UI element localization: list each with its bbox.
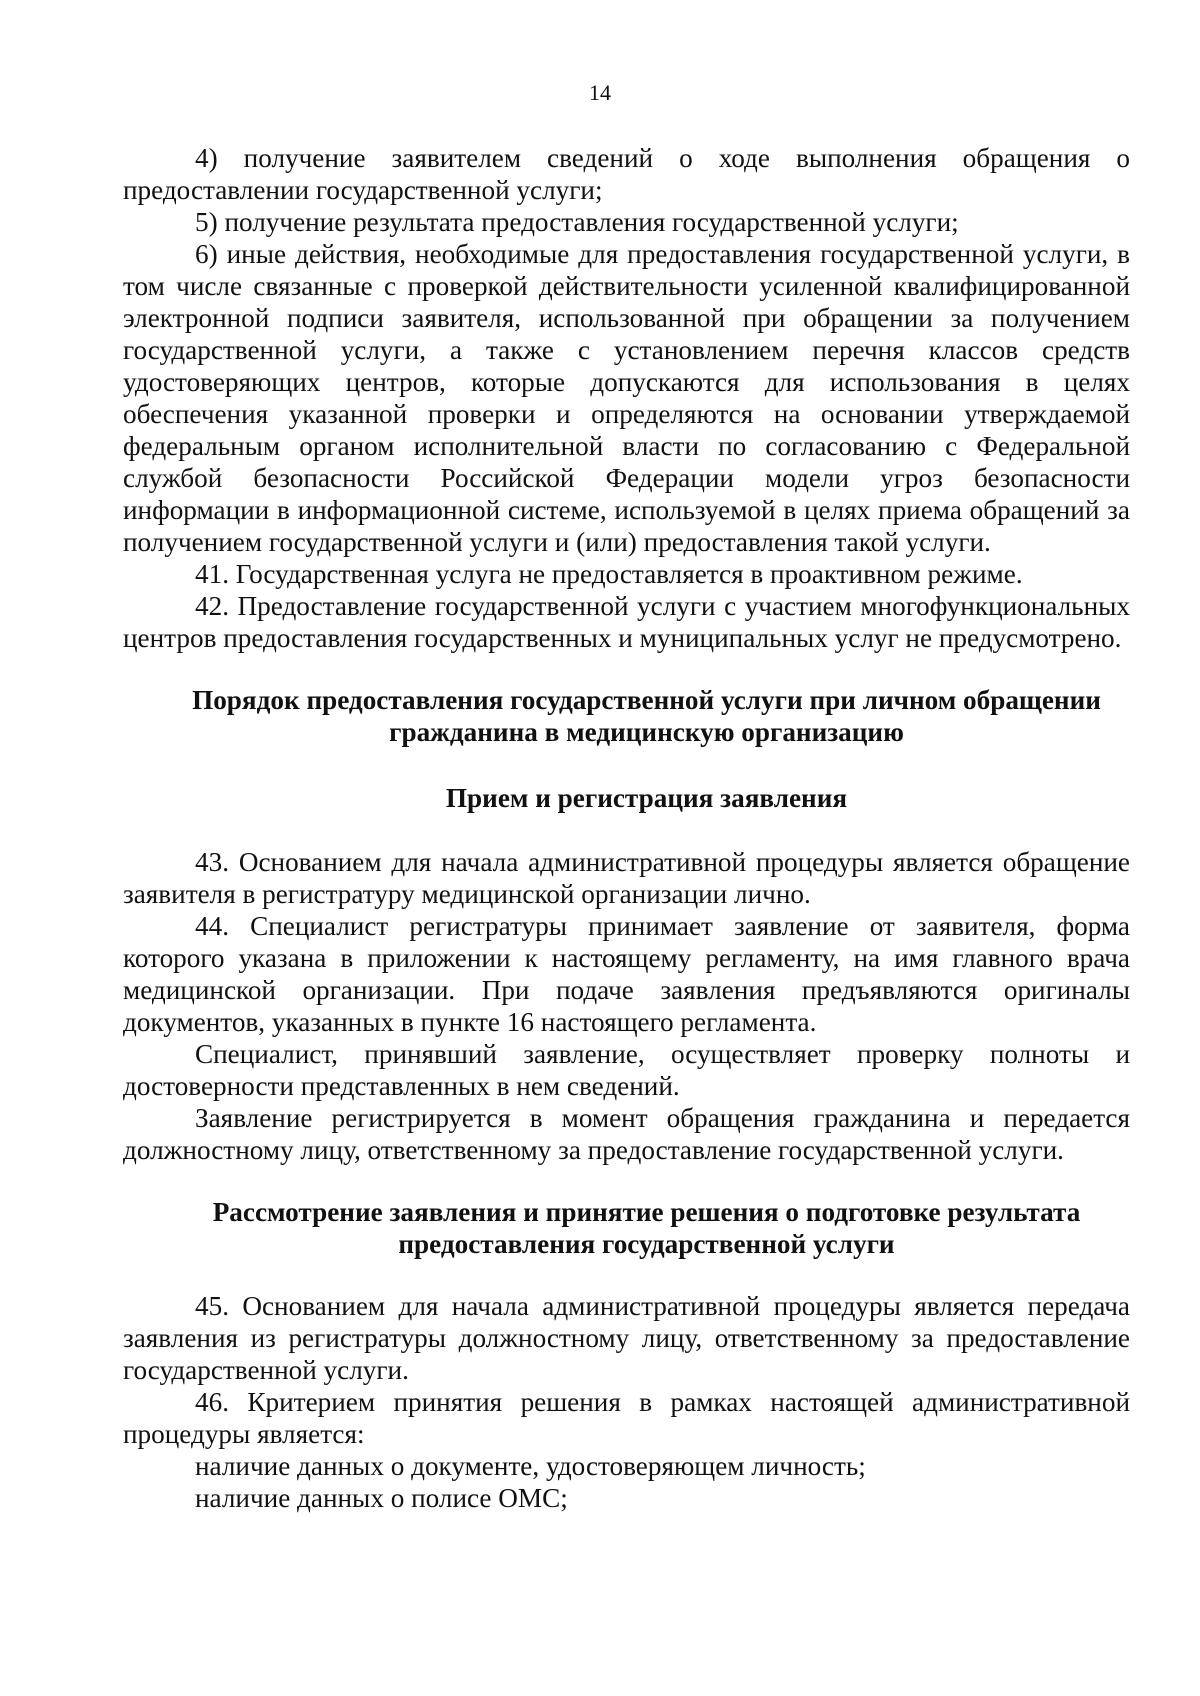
clause-46: 46. Критерием принятия решения в рамках настоящей административной процедуры является: bbox=[123, 1387, 1130, 1449]
list-item-4: 4) получение заявителем сведений о ходе выполнения обращения о предоставлении государственной услуги; bbox=[123, 143, 1130, 205]
subsection-heading-review: Рассмотрение заявления и принятие решения о подготовке результата предоставления государственной услуги bbox=[212, 1197, 1081, 1259]
list-item-5: 5) получение результата предоставления государственной услуги; bbox=[195, 207, 959, 237]
document-body bbox=[123, 142, 1130, 1514]
criterion-oms-policy: наличие данных о полисе ОМС; bbox=[195, 1483, 568, 1513]
clause-45: 45. Основанием для начала административной процедуры является передача заявления из регистратуры должностному лицу, ответственному за предоставление государственной услуги. bbox=[123, 1291, 1130, 1385]
section-heading-personal-visit: Порядок предоставления государственной услуги при личном обращении гражданина в медицинскую организацию bbox=[192, 685, 1101, 747]
clause-42: 42. Предоставление государственной услуги с участием многофункциональных центров предоставления государственных и муниципальных услуг не предусмотрено. bbox=[123, 591, 1130, 653]
paragraph-registration: Заявление регистрируется в момент обращения гражданина и передается должностному лицу, ответственному за предоставление государственной услуги. bbox=[123, 1103, 1130, 1165]
list-item-6: 6) иные действия, необходимые для предоставления государственной услуги, в том числе связанные с проверкой действительности усиленной квалифицированной электронной подписи заявителя, использованной при обращении за получением государственной услуги, а также с установлением перечня классов средств удостоверяющих центров, которые допускаются для использования в целях обеспечения указанной проверки и определяются на основании утверждаемой федеральным органом исполнительной власти по согласованию с Федеральной службой безопасности Российской Федерации модели угроз безопасности информации в информационной системе, используемой в целях приема обращений за получением государственной услуги и (или) предоставления такой услуги. bbox=[123, 239, 1130, 557]
clause-44: 44. Специалист регистратуры принимает заявление от заявителя, форма которого указана в приложении к настоящему регламенту, на имя главного врача медицинской организации. При подаче заявления предъявляются оригиналы документов, указанных в пункте 16 настоящего регламента. bbox=[123, 911, 1130, 1037]
subsection-heading-registration: Прием и регистрация заявления bbox=[445, 783, 848, 813]
criterion-identity-document: наличие данных о документе, удостоверяющем личность; bbox=[195, 1451, 866, 1481]
clause-41: 41. Государственная услуга не предоставляется в проактивном режиме. bbox=[195, 559, 1023, 589]
page-number: 14 bbox=[589, 80, 611, 105]
clause-43: 43. Основанием для начала административной процедуры является обращение заявителя в регистратуру медицинской организации лично. bbox=[123, 847, 1130, 909]
paragraph-verification: Специалист, принявший заявление, осуществляет проверку полноты и достоверности представленных в нем сведений. bbox=[123, 1039, 1130, 1101]
